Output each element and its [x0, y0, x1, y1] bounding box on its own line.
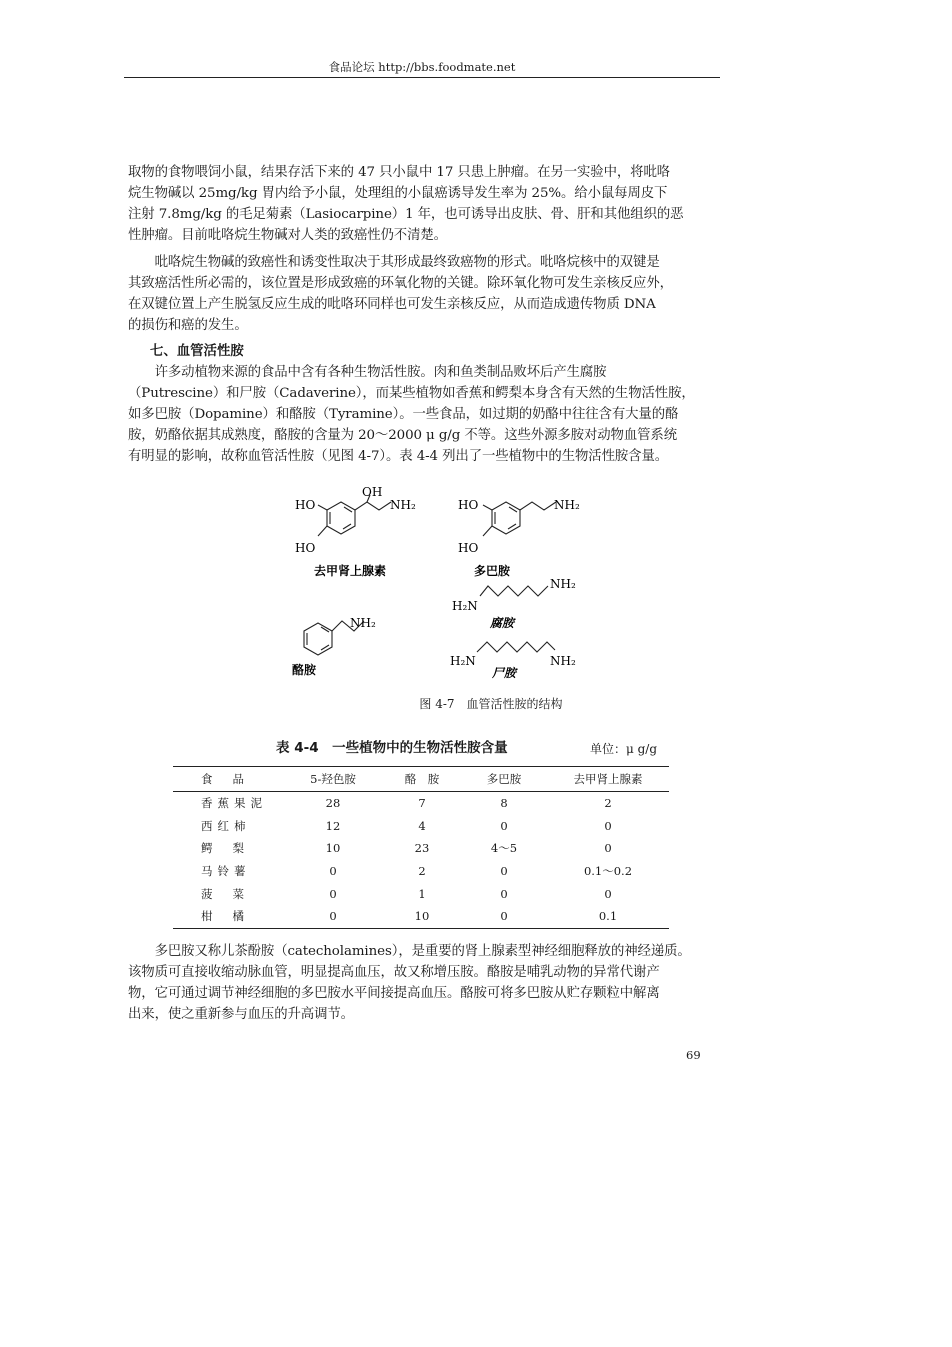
dopamine-label: 多巴胺	[474, 564, 511, 578]
table-cell: 鳄梨	[201, 841, 264, 856]
ho-label: HO	[295, 541, 316, 555]
table-cell: 10	[325, 841, 341, 856]
amine-structures-figure	[284, 484, 596, 690]
text-line: 在双键位置上产生脱氢反应生成的吡咯环同样也可发生亲核反应，从而造成遗传物质 DNA	[128, 297, 656, 312]
table-cell: 0	[500, 818, 508, 833]
table-cell: 0	[329, 886, 337, 901]
text-line: 取物的食物喂饲小鼠，结果存活下来的 47 只小鼠中 17 只患上肿瘤。在另一实验中，将吡咯	[128, 165, 671, 180]
column-header: 酪 胺	[383, 767, 461, 792]
table-cell: 28	[325, 796, 341, 811]
nh2-label: NH₂	[554, 498, 580, 512]
h2n-label: H₂N	[450, 654, 476, 668]
table-row	[173, 882, 669, 905]
h2n-label: H₂N	[452, 599, 478, 613]
table-row	[173, 905, 669, 928]
text-line: 物，它可通过调节神经细胞的多巴胺水平间接提高血压。酪胺可将多巴胺从贮存颗粒中解离	[128, 986, 660, 1001]
table-cell: 1	[418, 886, 426, 901]
ho-label: HO	[458, 498, 479, 512]
table-row	[173, 792, 669, 815]
nh2-label: NH₂	[390, 498, 416, 512]
ho-label: HO	[458, 541, 479, 555]
nh2-label: NH₂	[350, 616, 376, 630]
table-cell: 12	[325, 818, 341, 833]
column-header: 食品	[173, 767, 283, 792]
text-line: 注射 7.8mg/kg 的毛足菊素（Lasiocarpine）1 年，也可诱导出皮肤、骨、肝和其他组织的恶	[128, 207, 684, 222]
text-line: 出来，使之重新参与血压的升高调节。	[128, 1007, 354, 1022]
table-row	[173, 815, 669, 838]
table-cell: 香蕉果泥	[201, 796, 267, 811]
table-cell: 0	[500, 864, 508, 879]
table-cell: 0.1	[547, 905, 669, 928]
table-row	[173, 860, 669, 883]
table-cell: 0	[604, 818, 612, 833]
table-cell: 2	[604, 796, 612, 811]
tyramine-label: 酪胺	[292, 663, 317, 677]
text-line: 如多巴胺（Dopamine）和酪胺（Tyramine）。一些食品，如过期的奶酪中往往含有大量的酪	[128, 407, 679, 422]
table-cell: 2	[418, 864, 426, 879]
paragraph-3	[128, 362, 716, 467]
table-cell: 0	[500, 886, 508, 901]
table-cell: 柑橘	[173, 905, 283, 928]
paragraph-2	[128, 252, 716, 336]
table-cell: 0	[604, 841, 612, 856]
column-header: 去甲肾上腺素	[547, 767, 669, 792]
table-cell: 0	[283, 905, 383, 928]
paragraph-4	[128, 941, 716, 1025]
table-row	[173, 837, 669, 860]
table-cell: 0	[329, 864, 337, 879]
table-cell: 0	[604, 886, 612, 901]
table-cell: 4～5	[490, 841, 518, 856]
cadaverine-label: 尸胺	[492, 666, 517, 680]
putrescine-label: 腐胺	[490, 616, 515, 630]
text-line: 的损伤和癌的发生。	[128, 318, 248, 333]
table-header-row	[173, 767, 669, 792]
column-header: 多巴胺	[461, 767, 547, 792]
text-line: 许多动植物来源的食品中含有各种生物活性胺。肉和鱼类制品败坏后产生腐胺	[128, 365, 607, 380]
page-number: 69	[686, 1048, 701, 1062]
amine-content-table	[173, 766, 669, 929]
nh2-label: NH₂	[550, 577, 576, 591]
column-header: 5-羟色胺	[283, 767, 383, 792]
paragraph-1	[128, 162, 716, 246]
table-cell: 7	[418, 796, 426, 811]
table-unit: 单位：μ g/g	[590, 742, 658, 756]
norepinephrine-label: 去甲肾上腺素	[314, 564, 387, 578]
table-cell: 4	[418, 818, 426, 833]
text-line: 吡咯烷生物碱的致癌性和诱变性取决于其形成最终致癌物的形式。吡咯烷核中的双键是	[128, 255, 660, 270]
oh-label: OH	[362, 485, 383, 499]
nh2-label: NH₂	[550, 654, 576, 668]
text-line: 有明显的影响，故称血管活性胺（见图 4-7）。表 4-4 列出了一些植物中的生物活性胺含量。	[128, 449, 669, 464]
table-cell: 0	[461, 905, 547, 928]
text-line: 多巴胺又称儿茶酚胺（catecholamines），是重要的肾上腺素型神经细胞释放的神经递质。	[128, 944, 691, 959]
figure-caption: 图 4-7 血管活性胺的结构	[419, 697, 563, 711]
section-heading: 七、血管活性胺	[150, 344, 244, 359]
text-line: （Putrescine）和尸胺（Cadaverine），而某些植物如香蕉和鳄梨本身含有天然的生物活性胺，	[128, 386, 695, 401]
header-rule	[124, 77, 720, 78]
page-header: 食品论坛 http://bbs.foodmate.net	[328, 60, 516, 74]
table-cell: 10	[383, 905, 461, 928]
ho-label: HO	[295, 498, 316, 512]
table-title: 表 4-4 一些植物中的生物活性胺含量	[276, 740, 508, 756]
text-line: 该物质可直接收缩动脉血管，明显提高血压，故又称增压胺。酪胺是哺乳动物的异常代谢产	[128, 965, 660, 980]
table-cell: 菠菜	[201, 886, 264, 901]
text-line: 胺，奶酪依据其成熟度，酪胺的含量为 20～2000 μ g/g 不等。这些外源多胺对动物血管系统	[128, 428, 677, 443]
table-cell: 西红柿	[201, 818, 251, 833]
table-cell: 马铃薯	[201, 864, 251, 879]
table-cell: 0.1～0.2	[583, 864, 633, 879]
table-cell: 23	[414, 841, 430, 856]
text-line: 其致癌活性所必需的，该位置是形成致癌的环氧化物的关键。除环氧化物可发生亲核反应外，	[128, 276, 673, 291]
table-cell: 8	[500, 796, 508, 811]
text-line: 烷生物碱以 25mg/kg 胃内给予小鼠，处理组的小鼠癌诱导发生率为 25%。给小鼠每周皮下	[128, 186, 668, 201]
text-line: 性肿瘤。目前吡咯烷生物碱对人类的致癌性仍不清楚。	[128, 228, 447, 243]
